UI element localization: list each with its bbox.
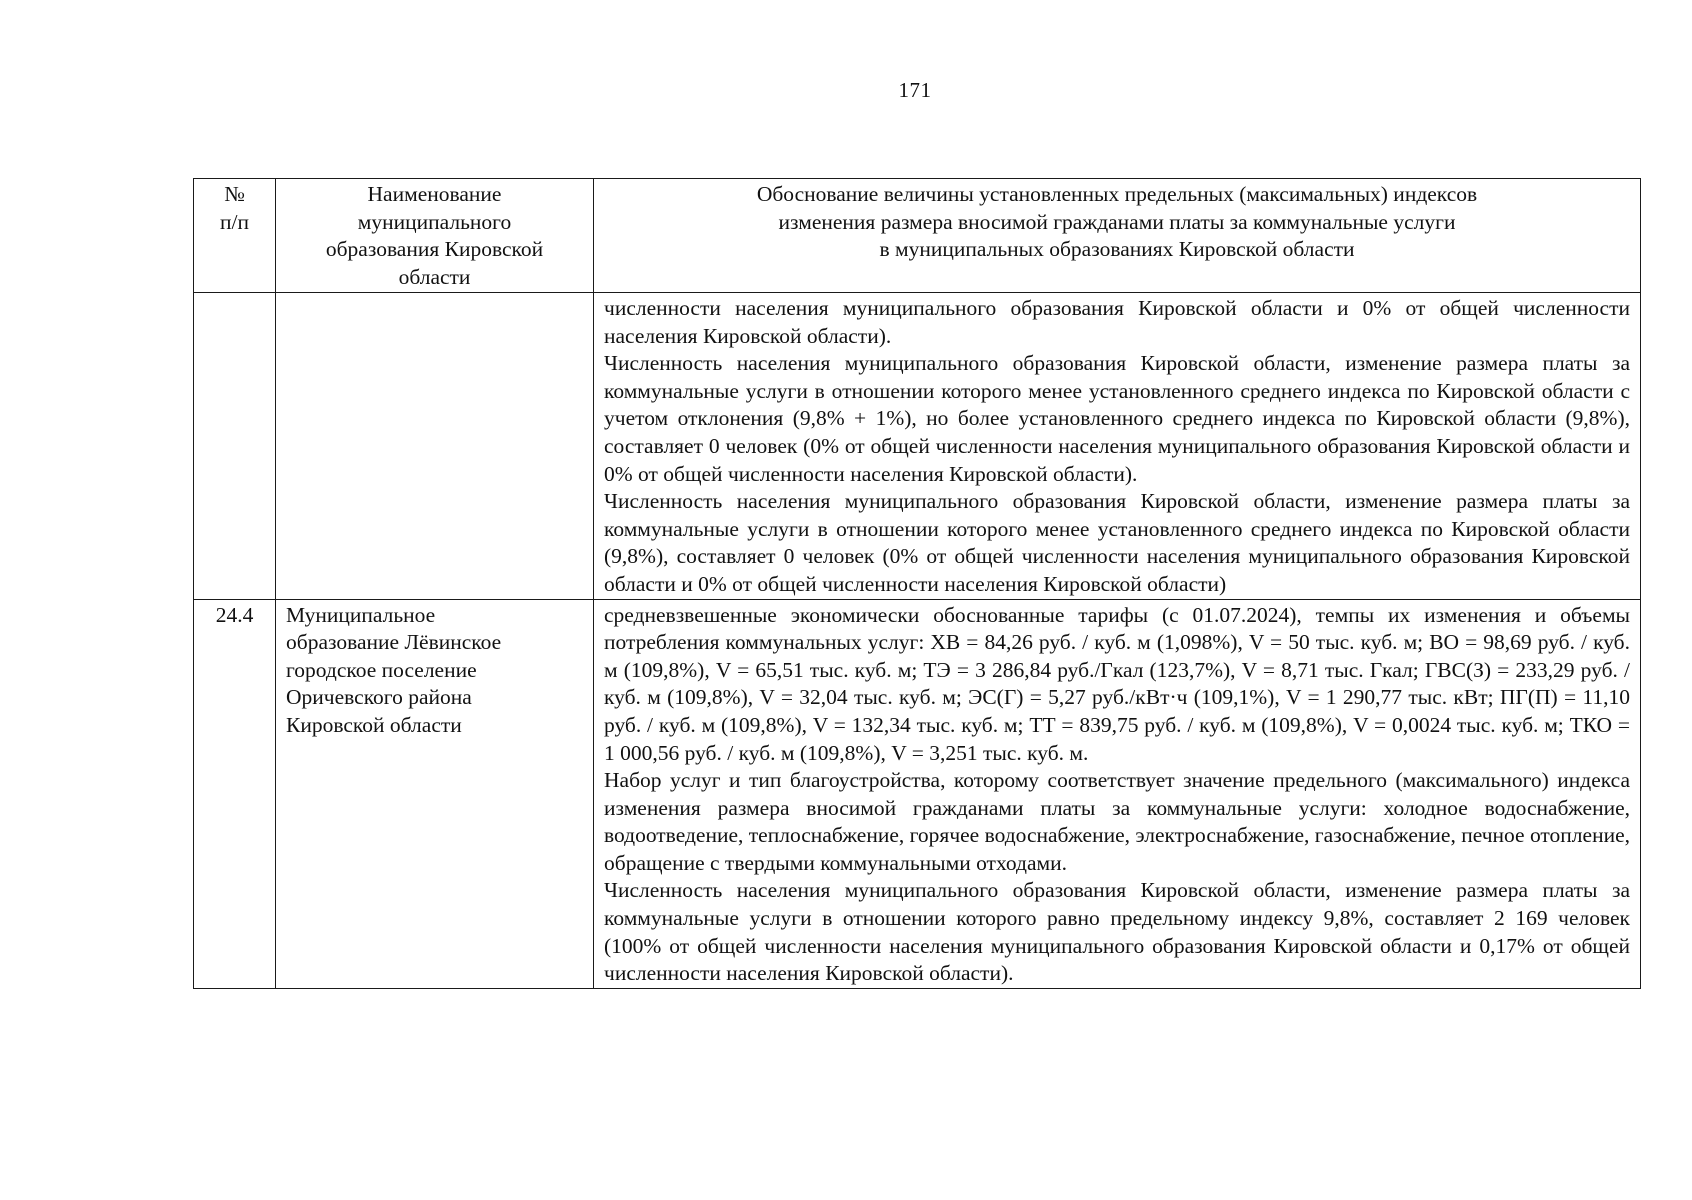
header-justification bbox=[594, 179, 1641, 293]
header-name-line: муниципального bbox=[357, 209, 512, 234]
municipality-name-line: Оричевского района bbox=[286, 685, 472, 710]
header-name-line: образования Кировской bbox=[325, 237, 544, 262]
header-desc-line: в муниципальных образованиях Кировской области bbox=[879, 237, 1355, 262]
header-desc-line: Обоснование величины установленных предельных (максимальных) индексов bbox=[756, 182, 1478, 206]
table-header-row bbox=[194, 179, 1641, 293]
row-num-cell bbox=[194, 293, 276, 600]
header-municipality-name bbox=[276, 179, 594, 293]
justification-paragraph: Численность населения муниципального образования Кировской области, изменение размера платы за коммунальные услуги в отношении которого равно предельному индексу 9,8%, составляет 2 169 человек (100% от общей численности населения муниципального образования Кировской области и 0,17% от общей численности населения Кировской области). bbox=[604, 878, 1630, 986]
header-num-line: № bbox=[224, 182, 245, 206]
row-justification-cell bbox=[594, 293, 1641, 600]
justification-paragraph: Набор услуг и тип благоустройства, которому соответствует значение предельного (максимального) индекса изменения размера вносимой гражданами платы за коммунальные услуги: холодное водоснабжение, водоотведение, теплоснабжение, горячее водоснабжение, электроснабжение, газоснабжение, печное отопление, обращение с твердыми коммунальными отходами. bbox=[604, 768, 1630, 875]
page-number: 171 bbox=[898, 78, 932, 102]
row-justification-cell bbox=[594, 599, 1641, 988]
tariff-justification-table bbox=[193, 178, 1641, 989]
municipality-name-line: Муниципальное bbox=[286, 602, 436, 627]
row-name-cell bbox=[276, 599, 594, 988]
justification-paragraph: численности населения муниципального образования Кировской области и 0% от общей численности населения Кировской области). bbox=[604, 296, 1630, 348]
header-num-line: п/п bbox=[220, 209, 249, 234]
justification-paragraph: средневзвешенные экономически обоснованные тарифы (с 01.07.2024), темпы их изменения и объемы потребления коммунальных услуг: ХВ = 84,26 руб. / куб. м (1,098%), V = 50 тыс. куб. м; ВО = 98,69 руб. / куб. м (109,8%), V = 65,51 тыс. куб. м; ТЭ = 3 286,84 руб./Гкал (123,7%), V = 8,71 тыс. Гкал; ГВС(З) = 233,29 руб. / куб. м (109,8%), V = 32,04 тыс. куб. м; ЭС(Г) = 5,27 руб./кВт·ч (109,1%), V = 1 290,77 тыс. кВт; ПГ(П) = 11,10 руб. / куб. м (109,8%), V = 132,34 тыс. куб. м; ТТ = 839,75 руб. / куб. м (109,8%), V = 0,0024 тыс. куб. м; ТКО = 1 000,56 руб. / куб. м (109,8%), V = 3,251 тыс. куб. м. bbox=[604, 602, 1630, 765]
header-desc-line: изменения размера вносимой гражданами платы за коммунальные услуги bbox=[778, 209, 1456, 234]
justification-paragraph: Численность населения муниципального образования Кировской области, изменение размера платы за коммунальные услуги в отношении которого менее установленного среднего индекса по Кировской области (9,8%), составляет 0 человек (0% от общей численности населения муниципального образования Кировской области и 0% от общей численности населения Кировской области) bbox=[604, 489, 1630, 596]
municipality-name-line: городское поселение bbox=[286, 657, 477, 682]
municipality-name-line: образование Лёвинское bbox=[286, 630, 502, 655]
justification-paragraph: Численность населения муниципального образования Кировской области, изменение размера платы за коммунальные услуги в отношении которого менее установленного среднего индекса по Кировской области с учетом отклонения (9,8% + 1%), но более установленного среднего индекса по Кировской области (9,8%), составляет 0 человек (0% от общей численности населения муниципального образования Кировской области и 0% от общей численности населения Кировской области). bbox=[604, 351, 1630, 486]
table-row bbox=[194, 599, 1641, 988]
row-name-cell bbox=[276, 293, 594, 600]
header-name-line: области bbox=[398, 264, 471, 289]
header-name-line: Наименование bbox=[367, 182, 502, 206]
header-num bbox=[194, 179, 276, 293]
table-row bbox=[194, 293, 1641, 600]
row-num-cell: 24.4 bbox=[194, 599, 276, 988]
municipality-name-line: Кировской области bbox=[286, 712, 462, 737]
